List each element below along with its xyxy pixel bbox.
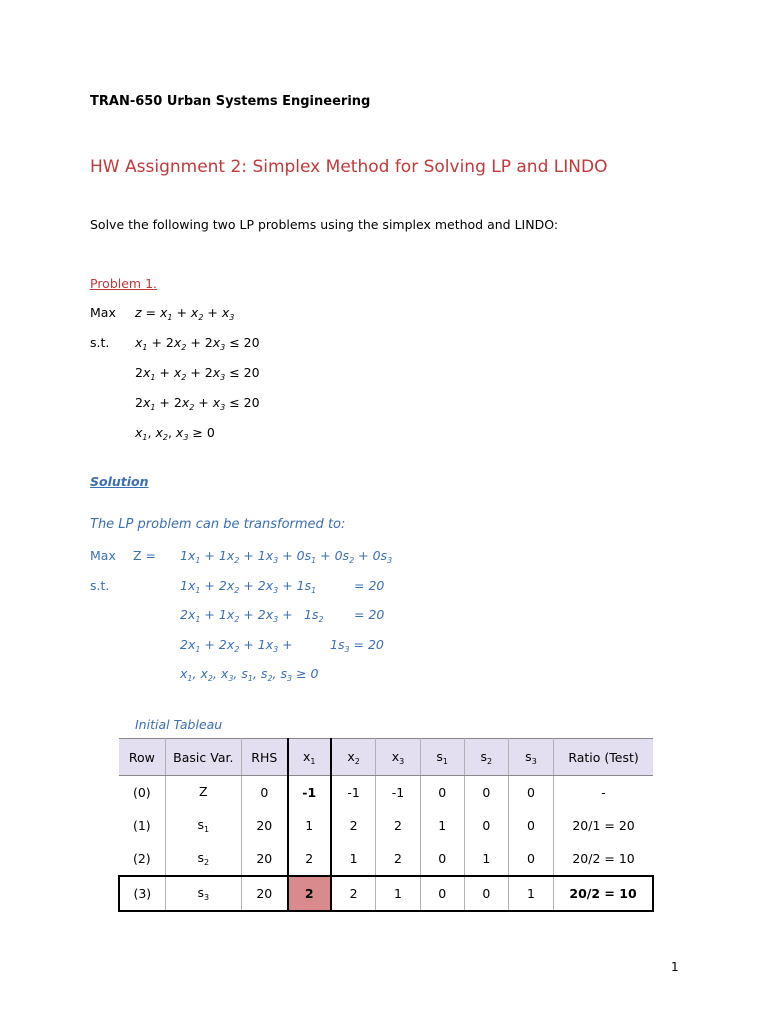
constraint-2: $2x_1 + x_2 + 2x_3 \le 20$ bbox=[135, 365, 260, 382]
header-ratio: Ratio (Test) bbox=[554, 739, 653, 776]
cell-x1: 2 bbox=[288, 842, 331, 876]
transformed-constraint-2: $2x_1 + 1x_2 + 2x_3$ + bbox=[180, 607, 293, 624]
solution-heading: Solution bbox=[90, 474, 149, 489]
tableau-header-row bbox=[119, 739, 653, 776]
header-row: Row bbox=[119, 739, 165, 776]
assignment-title: HW Assignment 2: Simplex Method for Solving LP and LINDO bbox=[90, 157, 608, 177]
transform-text: The LP problem can be transformed to: bbox=[90, 517, 346, 532]
transformed-st-label: s.t. bbox=[90, 578, 110, 593]
transformed-rhs-2: = 20 bbox=[354, 607, 385, 622]
cell-s3: 0 bbox=[508, 776, 553, 810]
initial-tableau bbox=[118, 738, 654, 912]
cell-rhs: 0 bbox=[241, 776, 287, 810]
table-row bbox=[119, 842, 653, 876]
pivot-element: 2 bbox=[288, 876, 331, 911]
cell-row: (2) bbox=[119, 842, 165, 876]
cell-s1: 1 bbox=[420, 809, 464, 842]
max-label: Max bbox=[90, 305, 116, 320]
st-label: s.t. bbox=[90, 335, 110, 350]
header-s1: $s_1$ bbox=[420, 739, 464, 776]
constraint-3: $2x_1 + 2x_2 + x_3 \le 20$ bbox=[135, 395, 260, 412]
cell-s3: 1 bbox=[508, 876, 553, 911]
cell-s2: 1 bbox=[464, 842, 508, 876]
cell-rhs: 20 bbox=[241, 842, 287, 876]
header-basic-var: Basic Var. bbox=[165, 739, 241, 776]
header-s3: $s_3$ bbox=[508, 739, 553, 776]
cell-x3: -1 bbox=[376, 776, 420, 810]
cell-row: (0) bbox=[119, 776, 165, 810]
pivot-row bbox=[119, 876, 653, 911]
transformed-constraint-3: $2x_1 + 2x_2 + 1x_3$ + bbox=[180, 637, 293, 654]
transformed-constraint-1: $1x_1 + 2x_2 + 2x_3 + 1s_1$ bbox=[180, 578, 317, 595]
cell-x2: 1 bbox=[331, 842, 376, 876]
transformed-z: Z = bbox=[133, 548, 157, 563]
header-x3: $x_3$ bbox=[376, 739, 420, 776]
cell-x3: 2 bbox=[376, 842, 420, 876]
cell-basic: $s_3$ bbox=[165, 876, 241, 911]
cell-s1: 0 bbox=[420, 842, 464, 876]
tableau-title: Initial Tableau bbox=[135, 717, 223, 732]
cell-s3: 0 bbox=[508, 809, 553, 842]
cell-basic: Z bbox=[165, 776, 241, 810]
cell-row: (3) bbox=[119, 876, 165, 911]
cell-basic: $s_1$ bbox=[165, 809, 241, 842]
problem-heading: Problem 1. bbox=[90, 276, 158, 291]
cell-s2: 0 bbox=[464, 876, 508, 911]
cell-rhs: 20 bbox=[241, 876, 287, 911]
cell-ratio: 20/2 = 10 bbox=[554, 876, 653, 911]
cell-rhs: 20 bbox=[241, 809, 287, 842]
cell-x2: 2 bbox=[331, 809, 376, 842]
table-row bbox=[119, 776, 653, 810]
cell-x3: 1 bbox=[376, 876, 420, 911]
cell-s2: 0 bbox=[464, 809, 508, 842]
table-row bbox=[119, 809, 653, 842]
cell-basic: $s_2$ bbox=[165, 842, 241, 876]
cell-x2: -1 bbox=[331, 776, 376, 810]
cell-ratio: 20/2 = 10 bbox=[572, 851, 635, 866]
header-x2: $x_2$ bbox=[331, 739, 376, 776]
nonnegativity: $x_1$, $x_2$, $x_3 \ge 0$ bbox=[135, 425, 215, 442]
transformed-s3-rhs: $1s_3 = 20$ bbox=[330, 637, 384, 654]
header-rhs: RHS bbox=[241, 739, 287, 776]
intro-text: Solve the following two LP problems using the simplex method and LINDO: bbox=[90, 217, 559, 232]
transformed-nonnegativity: $x_1$, $x_2$, $x_3$, $s_1$, $s_2$, $s_3 \ge 0$ bbox=[180, 666, 319, 683]
cell-x3: 2 bbox=[376, 809, 420, 842]
cell-s1: 0 bbox=[420, 776, 464, 810]
page-number: 1 bbox=[671, 960, 679, 974]
header-x1: $x_1$ bbox=[288, 739, 331, 776]
cell-s1: 0 bbox=[420, 876, 464, 911]
cell-ratio: 20/1 = 20 bbox=[572, 818, 635, 833]
cell-ratio: - bbox=[601, 785, 606, 800]
header-s2: $s_2$ bbox=[464, 739, 508, 776]
cell-s2: 0 bbox=[464, 776, 508, 810]
cell-x1: -1 bbox=[288, 776, 331, 810]
cell-row: (1) bbox=[119, 809, 165, 842]
transformed-s2: $1s_2$ bbox=[304, 607, 324, 624]
course-title: TRAN-650 Urban Systems Engineering bbox=[90, 94, 371, 109]
cell-x1: 1 bbox=[288, 809, 331, 842]
transformed-objective: $1x_1 + 1x_2 + 1x_3 + 0s_1 + 0s_2 + 0s_3$ bbox=[180, 548, 393, 565]
transformed-max-label: Max bbox=[90, 548, 116, 563]
objective-function: $z = x_1 + x_2 + x_3$ bbox=[135, 305, 235, 322]
transformed-rhs-1: = 20 bbox=[354, 578, 385, 593]
cell-x2: 2 bbox=[331, 876, 376, 911]
cell-s3: 0 bbox=[508, 842, 553, 876]
constraint-1: $x_1 + 2x_2 + 2x_3 \le 20$ bbox=[135, 335, 260, 352]
